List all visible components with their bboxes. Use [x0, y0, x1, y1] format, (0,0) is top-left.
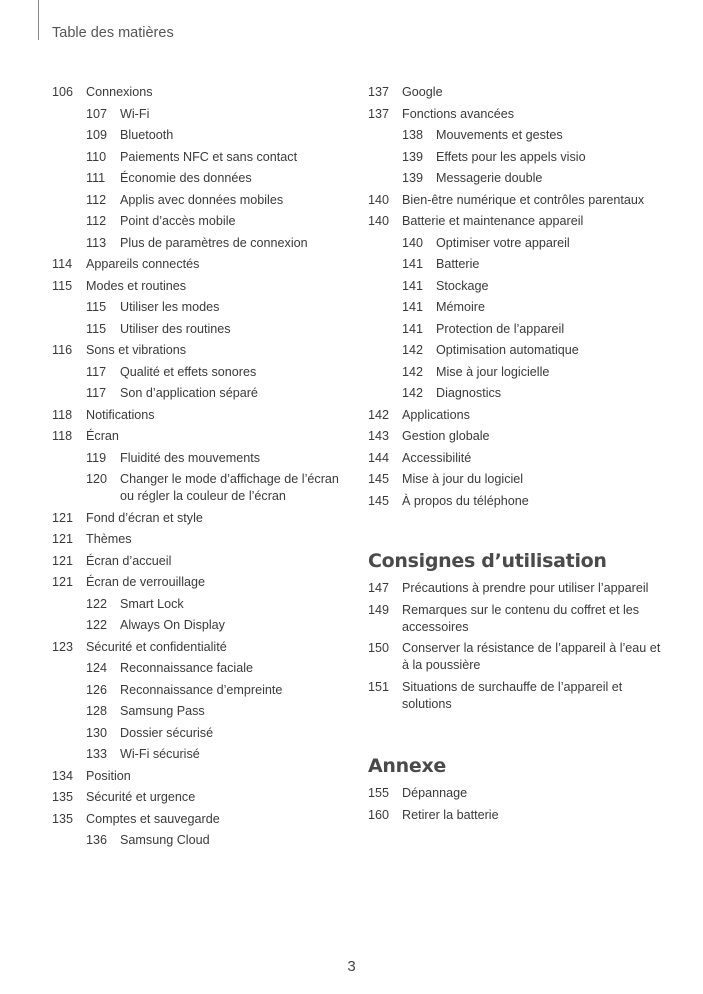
toc-entry-page: 155	[368, 786, 390, 800]
toc-entry-page: 126	[86, 682, 108, 697]
toc-entry-title: Fond d’écran et style	[86, 510, 203, 525]
toc-entry[interactable]	[52, 233, 352, 255]
toc-entry-title: Protection de l’appareil	[436, 321, 565, 336]
toc-entry-page: 110	[86, 149, 107, 164]
toc-entry-page: 120	[86, 472, 108, 486]
toc-entry-page: 143	[368, 429, 390, 443]
toc-entry-title: Conserver la résistance de l’appareil à l’eau et à la poussière	[402, 641, 661, 672]
toc-entry-page: 135	[52, 811, 74, 826]
toc-entry-page: 137	[368, 85, 390, 99]
toc-entry-page: 106	[52, 85, 74, 99]
toc-entry[interactable]	[368, 125, 668, 147]
toc-entry-page: 119	[86, 450, 107, 465]
toc-entry-page: 124	[86, 661, 108, 675]
toc-entry[interactable]	[52, 426, 352, 448]
toc-entry[interactable]	[52, 125, 352, 147]
toc-entry[interactable]	[52, 82, 352, 104]
toc-entry-page: 130	[86, 725, 108, 740]
toc-entry[interactable]	[368, 190, 668, 212]
toc-entry-page: 139	[402, 149, 424, 164]
toc-entry-title: Écran d’accueil	[86, 553, 172, 568]
toc-entry-title: Accessibilité	[402, 450, 472, 465]
toc-entry[interactable]	[52, 168, 352, 190]
toc-entry-page: 134	[52, 768, 74, 783]
toc-list-annexe	[368, 783, 668, 826]
toc-entry-page: 114	[52, 257, 73, 271]
toc-entry-title: Connexions	[86, 85, 153, 99]
toc-entry[interactable]	[368, 405, 668, 427]
toc-entry-title: Thèmes	[86, 532, 132, 546]
toc-entry[interactable]	[52, 405, 352, 427]
toc-entry[interactable]	[52, 104, 352, 126]
toc-entry[interactable]	[52, 362, 352, 384]
toc-entry[interactable]	[52, 448, 352, 470]
toc-entry[interactable]	[368, 469, 668, 491]
toc-entry[interactable]	[368, 362, 668, 384]
toc-entry-title: Batterie et maintenance appareil	[402, 214, 584, 228]
toc-entry-page: 145	[368, 493, 390, 508]
toc-entry-title: Sons et vibrations	[86, 343, 187, 357]
toc-entry-title: Applications	[402, 407, 470, 422]
toc-entry[interactable]	[368, 211, 668, 233]
toc-entry[interactable]	[368, 276, 668, 298]
toc-entry-title: Comptes et sauvegarde	[86, 811, 220, 826]
toc-entry-page: 142	[402, 386, 424, 400]
toc-entry-title: Reconnaissance d’empreinte	[120, 682, 283, 697]
toc-entry-page: 136	[86, 833, 108, 847]
toc-entry-page: 113	[86, 235, 107, 250]
toc-entry-page: 121	[52, 532, 74, 546]
toc-entry[interactable]	[52, 469, 352, 508]
toc-entry-title: Mouvements et gestes	[436, 128, 563, 142]
toc-entry[interactable]	[52, 254, 352, 276]
toc-entry-page: 142	[402, 343, 424, 357]
toc-entry[interactable]	[368, 168, 668, 190]
toc-entry[interactable]	[52, 340, 352, 362]
page-number: 3	[347, 958, 356, 975]
toc-entry-title: Utiliser des routines	[120, 321, 231, 336]
toc-entry-title: Situations de surchauffe de l’appareil et solutions	[402, 679, 623, 711]
toc-entry[interactable]	[52, 615, 352, 637]
toc-entry[interactable]	[368, 254, 668, 276]
toc-entry-title: Écran de verrouillage	[86, 575, 206, 589]
toc-entry-page: 133	[86, 747, 108, 761]
toc-entry-page: 115	[52, 278, 73, 293]
toc-entry[interactable]	[52, 787, 352, 809]
toc-entry-title: Reconnaissance faciale	[120, 661, 254, 675]
toc-entry-page: 151	[368, 679, 390, 694]
toc-entry-title: Utiliser les modes	[120, 300, 220, 314]
toc-entry-title: Always On Display	[120, 618, 225, 632]
toc-column-right	[368, 82, 668, 826]
toc-entry-page: 140	[368, 214, 390, 228]
toc-list-consignes	[368, 578, 668, 715]
toc-entry-title: Changer le mode d’affichage de l’écran ou régler la couleur de l’écran	[120, 472, 339, 503]
section-title-consignes: Consignes d’utilisation	[368, 550, 607, 572]
toc-entry-page: 144	[368, 450, 390, 465]
toc-entry-page: 138	[402, 128, 424, 142]
toc-entry-title: Bluetooth	[120, 128, 174, 142]
toc-entry[interactable]	[368, 340, 668, 362]
toc-entry-page: 111	[86, 171, 106, 185]
toc-entry-page: 142	[368, 407, 390, 422]
toc-entry-page: 149	[368, 602, 390, 617]
toc-entry-page: 141	[402, 321, 424, 336]
toc-entry-title: Son d’application séparé	[120, 386, 258, 400]
toc-entry-page: 117	[86, 386, 107, 400]
toc-entry-title: Samsung Cloud	[120, 833, 210, 847]
toc-entry[interactable]	[368, 297, 668, 319]
toc-entry-title: Stockage	[436, 278, 489, 293]
toc-entry[interactable]	[368, 677, 668, 716]
page-header-title: Table des matières	[52, 25, 174, 41]
toc-entry-title: Écran	[86, 429, 119, 443]
toc-entry-page: 118	[52, 407, 73, 422]
toc-entry[interactable]	[52, 680, 352, 702]
toc-entry[interactable]	[52, 508, 352, 530]
toc-entry[interactable]	[52, 744, 352, 766]
toc-entry-page: 145	[368, 472, 390, 486]
toc-entry-title: Fonctions avancées	[402, 106, 515, 121]
toc-entry[interactable]	[52, 211, 352, 233]
toc-entry[interactable]	[368, 82, 668, 104]
toc-entry-title: Précautions à prendre pour utiliser l’appareil	[402, 581, 649, 595]
toc-entry[interactable]	[52, 701, 352, 723]
toc-entry-title: Mise à jour logicielle	[436, 364, 550, 379]
toc-entry-page: 112	[86, 214, 107, 228]
toc-entry-title: Diagnostics	[436, 386, 502, 400]
toc-entry[interactable]	[52, 383, 352, 405]
toc-column-left	[52, 82, 352, 852]
toc-entry[interactable]	[52, 723, 352, 745]
toc-entry-page: 142	[402, 364, 424, 379]
toc-entry-page: 115	[86, 321, 107, 336]
toc-entry-title: Samsung Pass	[120, 704, 205, 718]
toc-entry-title: Fluidité des mouvements	[120, 450, 260, 465]
toc-entry-title: Bien-être numérique et contrôles parentaux	[402, 192, 645, 207]
toc-entry[interactable]	[52, 551, 352, 573]
toc-entry-title: Gestion globale	[402, 429, 490, 443]
toc-entry-title: Paiements NFC et sans contact	[120, 149, 298, 164]
toc-entry-page: 160	[368, 807, 390, 822]
toc-entry-title: Optimisation automatique	[436, 343, 579, 357]
toc-entry[interactable]	[368, 233, 668, 255]
toc-entry-title: Effets pour les appels visio	[436, 149, 586, 164]
toc-entry-title: Modes et routines	[86, 278, 187, 293]
toc-entry-page: 140	[402, 235, 424, 250]
toc-entry[interactable]	[368, 147, 668, 169]
toc-entry[interactable]	[52, 594, 352, 616]
toc-entry-title: À propos du téléphone	[402, 493, 529, 508]
toc-entry[interactable]	[368, 448, 668, 470]
toc-entry-page: 107	[86, 106, 108, 121]
toc-entry-page: 135	[52, 790, 74, 804]
toc-entry[interactable]	[368, 319, 668, 341]
toc-entry-title: Wi-Fi sécurisé	[120, 747, 200, 761]
toc-entry-page: 121	[52, 575, 74, 589]
toc-entry[interactable]	[52, 637, 352, 659]
toc-list-right	[368, 82, 668, 512]
toc-entry-title: Applis avec données mobiles	[120, 192, 284, 207]
toc-entry-title: Notifications	[86, 407, 155, 422]
toc-entry-title: Point d’accès mobile	[120, 214, 236, 228]
toc-entry-page: 112	[86, 192, 107, 207]
toc-entry-page: 121	[52, 510, 74, 525]
header-rule	[38, 0, 39, 40]
toc-entry-page: 117	[86, 364, 107, 379]
toc-entry-page: 123	[52, 639, 74, 654]
toc-entry-title: Mémoire	[436, 300, 485, 314]
toc-entry[interactable]	[52, 319, 352, 341]
toc-entry-page: 141	[402, 300, 424, 314]
toc-entry[interactable]	[368, 104, 668, 126]
toc-entry-page: 140	[368, 192, 390, 207]
toc-entry[interactable]	[52, 297, 352, 319]
toc-entry-page: 122	[86, 596, 108, 611]
toc-entry-title: Remarques sur le contenu du coffret et les accessoires	[402, 602, 640, 634]
toc-entry-title: Wi-Fi	[120, 106, 150, 121]
toc-entry[interactable]	[52, 147, 352, 169]
toc-entry-title: Sécurité et confidentialité	[86, 639, 227, 654]
toc-entry-title: Position	[86, 768, 131, 783]
toc-entry[interactable]	[52, 766, 352, 788]
toc-entry-page: 122	[86, 618, 108, 632]
toc-entry-page: 141	[402, 257, 424, 271]
toc-entry[interactable]	[368, 783, 668, 805]
toc-entry-title: Google	[402, 85, 443, 99]
toc-entry[interactable]	[368, 600, 668, 639]
toc-entry[interactable]	[368, 491, 668, 513]
toc-entry[interactable]	[52, 190, 352, 212]
toc-entry-page: 150	[368, 641, 390, 655]
toc-entry[interactable]	[368, 638, 668, 677]
toc-entry-page: 118	[52, 429, 73, 443]
toc-entry-page: 139	[402, 171, 424, 185]
toc-entry[interactable]	[52, 809, 352, 831]
toc-entry[interactable]	[368, 578, 668, 600]
toc-entry-title: Économie des données	[120, 171, 252, 185]
toc-entry-page: 109	[86, 128, 108, 142]
toc-entry-page: 115	[86, 300, 107, 314]
toc-entry[interactable]	[368, 383, 668, 405]
toc-entry-title: Mise à jour du logiciel	[402, 472, 524, 486]
toc-entry-title: Smart Lock	[120, 596, 184, 611]
toc-entry-page: 121	[52, 553, 74, 568]
toc-entry-title: Retirer la batterie	[402, 807, 499, 822]
toc-entry[interactable]	[52, 276, 352, 298]
toc-entry-page: 128	[86, 704, 108, 718]
toc-entry-page: 141	[402, 278, 424, 293]
toc-entry[interactable]	[52, 572, 352, 594]
section-title-annexe: Annexe	[368, 755, 446, 777]
toc-entry-page: 116	[52, 343, 73, 357]
toc-entry-page: 137	[368, 106, 390, 121]
toc-entry[interactable]	[368, 805, 668, 827]
toc-entry-title: Dépannage	[402, 786, 468, 800]
toc-entry-title: Qualité et effets sonores	[120, 364, 257, 379]
toc-entry-page: 147	[368, 581, 390, 595]
toc-entry-title: Sécurité et urgence	[86, 790, 196, 804]
toc-entry[interactable]	[368, 426, 668, 448]
toc-entry-title: Batterie	[436, 257, 480, 271]
toc-entry-title: Dossier sécurisé	[120, 725, 214, 740]
toc-entry[interactable]	[52, 830, 352, 852]
toc-entry-title: Optimiser votre appareil	[436, 235, 570, 250]
toc-entry[interactable]	[52, 658, 352, 680]
toc-entry-title: Messagerie double	[436, 171, 543, 185]
toc-entry[interactable]	[52, 529, 352, 551]
toc-entry-title: Plus de paramètres de connexion	[120, 235, 308, 250]
toc-entry-title: Appareils connectés	[86, 257, 200, 271]
